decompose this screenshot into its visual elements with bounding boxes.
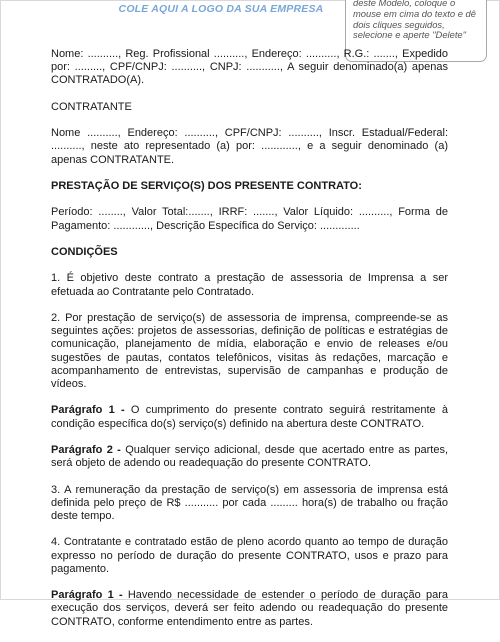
- clause-2: 2. Por prestação de serviço(s) de assessoria de imprensa, compreende-se as seguintes ações: projetos de assessorias, definição de políticas e estratégias de comunicação, planejamento de mídia, elaboração e envio de releases e/ou sugestões de pautas, contatos telefônicos, visitas às redações, marcação e acompanhamento de entrevistas, supervisão de campanhas e produção de vídeos.: [51, 311, 448, 390]
- instruction-note-text: deste Modelo, coloque o mouse em cima do texto e dê dois cliques seguidos, selecione e aperte "Delete": [353, 0, 476, 41]
- contract-body: [51, 48, 448, 642]
- prestacao-heading: PRESTAÇÃO DE SERVIÇO(S) DOS PRESENTE CONTRATO:: [51, 179, 362, 192]
- clause-3: 3. A remuneração da prestação de serviço(s) em assessoria de imprensa está definida pelo preço de R$ ........... por cada ......... hora(s) de trabalho ou fração deste tempo.: [51, 483, 448, 522]
- paragraph-1-second-label: Parágrafo 1 -: [51, 589, 123, 602]
- clause-1: 1. É objetivo deste contrato a prestação de assessoria de Imprensa a ser efetuada ao Contratante pelo Contratado.: [51, 272, 448, 298]
- paragraph-2: [51, 444, 448, 470]
- clause-4: 4. Contratante e contratado estão de pleno acordo quanto ao tempo de duração expresso no período de duração do presente CONTRATO, usos e prazo para pagamento.: [51, 536, 448, 575]
- paragraph-1-text: O cumprimento do presente contrato seguirá restritamente à condição específica do(s) serviço(s) definido na abertura deste CONTRATO.: [51, 404, 449, 430]
- contratante-heading: CONTRATANTE: [51, 100, 132, 113]
- contratante-paragraph: Nome .........., Endereço: .........., CPF/CNPJ: .........., Inscr. Estadual/Federal: .........., neste ato representado (a) por: ............, e a seguir denominado (a) apenas CONTRATANTE.: [51, 127, 448, 166]
- paragraph-1-second-text: Havendo necessidade de estender o período de duração para execução dos serviços, deverá ser feito adendo ou readequação do presente CONTRATO, conforme entendimento entre as partes.: [51, 589, 448, 628]
- logo-placeholder[interactable]: COLE AQUI A LOGO DA SUA EMPRESA: [118, 3, 324, 15]
- prestacao-paragraph: Período: ........, Valor Total:......., IRRF: ......., Valor Líquido: .........., Forma de Pagamento: ............, Descrição Específica do Serviço: .............: [51, 206, 448, 232]
- paragraph-1-label: Parágrafo 1 -: [51, 404, 125, 417]
- contratado-paragraph: Nome: .........., Reg. Profissional .........., Endereço: .........., R.G.: ......., Expedido por: ........., CPF/CNPJ: .........., CNPJ: ..........., A seguir denominado(a) apenas CONTRATADO(A).: [51, 48, 448, 87]
- paragraph-1: [51, 404, 448, 430]
- condicoes-heading: CONDIÇÕES: [51, 245, 118, 258]
- paragraph-1-second: [51, 589, 448, 629]
- paragraph-2-text: Qualquer serviço adicional, desde que acertado entre as partes, será objeto de adendo ou readequação do presente CONTRATO.: [51, 443, 449, 470]
- paragraph-2-label: Parágrafo 2 -: [51, 443, 121, 456]
